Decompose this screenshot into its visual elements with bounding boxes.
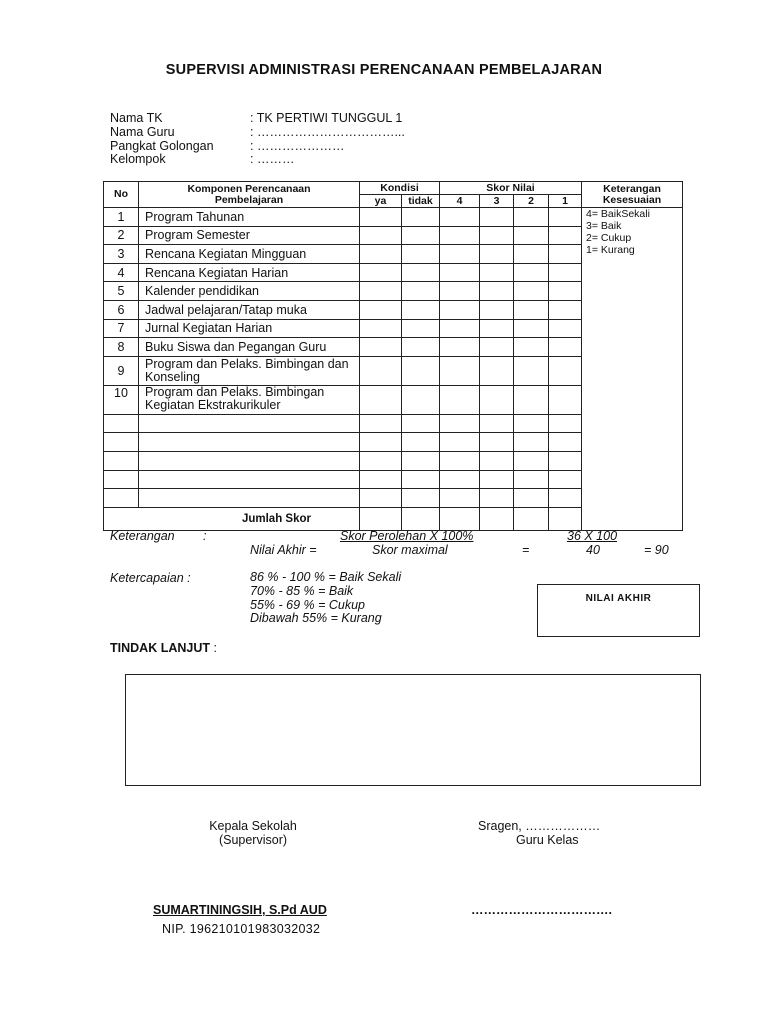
ketercapaian-list [250, 571, 401, 626]
formula-equals: = [522, 543, 530, 557]
cell-score-2[interactable] [514, 263, 549, 282]
header-no: No [104, 182, 139, 208]
row-number: 8 [104, 338, 139, 357]
header-skor-nilai: Skor Nilai [440, 182, 582, 195]
tindak-lanjut-heading [110, 641, 217, 655]
cell-tidak[interactable] [402, 208, 440, 227]
identity-value: : TK PERTIWI TUNGGUL 1 [250, 111, 403, 125]
cell-score-3[interactable] [480, 300, 514, 319]
keterangan-colon: : [203, 529, 207, 543]
identity-value: : ……… [250, 152, 295, 167]
header-kondisi: Kondisi [360, 182, 440, 195]
kepala-sekolah-name: SUMARTININGSIH, S.Pd AUD [153, 903, 327, 917]
identity-label: Nama Guru [110, 124, 175, 139]
cell-score-2[interactable] [514, 385, 549, 414]
cell-score-3[interactable] [480, 208, 514, 227]
cell-ya[interactable] [360, 263, 402, 282]
cell-score-2[interactable] [514, 282, 549, 301]
identity-label: Pangkat Golongan [110, 138, 214, 153]
cell-score-1[interactable] [549, 263, 582, 282]
cell-score-2[interactable] [514, 507, 549, 530]
cell-score-3[interactable] [480, 245, 514, 264]
cell-score-4[interactable] [440, 300, 480, 319]
example-numerator: 36 X 100 [567, 529, 618, 543]
cell-score-2[interactable] [514, 319, 549, 338]
cell-ya[interactable] [360, 208, 402, 227]
ketercapaian-item: 86 % - 100 % = Baik Sekali [250, 570, 402, 584]
cell-tidak[interactable] [402, 338, 440, 357]
cell-score-1[interactable] [549, 300, 582, 319]
cell-score-4[interactable] [440, 282, 480, 301]
header-ya: ya [360, 195, 402, 208]
header-score-2: 2 [514, 195, 549, 208]
row-number: 2 [104, 226, 139, 245]
cell-ya[interactable] [360, 385, 402, 414]
row-item: Rencana Kegiatan Mingguan [139, 245, 360, 264]
row-number: 10 [104, 385, 139, 414]
cell-ya[interactable] [360, 338, 402, 357]
row-item: Program Tahunan [139, 208, 360, 227]
cell-score-3[interactable] [480, 319, 514, 338]
nilai-akhir-label: Nilai Akhir = [250, 543, 317, 557]
document-title: SUPERVISI ADMINISTRASI PERENCANAAN PEMBELAJARAN [165, 62, 603, 78]
cell-score-4[interactable] [440, 338, 480, 357]
cell-tidak[interactable] [402, 226, 440, 245]
example-denominator: 40 [586, 543, 600, 557]
identity-row-nama-guru [110, 126, 405, 140]
kepala-sekolah-title: Kepala Sekolah [209, 819, 297, 833]
cell-score-2[interactable] [514, 245, 549, 264]
nip: NIP. 196210101983032032 [162, 922, 321, 936]
cell-ya[interactable] [360, 507, 402, 530]
supervisor-subtitle: (Supervisor) [218, 833, 288, 847]
legend-item: 1= Kurang [586, 244, 635, 256]
header-score-3: 3 [480, 195, 514, 208]
identity-value: : ………………… [250, 138, 345, 153]
identity-label: Nama TK [110, 111, 163, 125]
table-row [104, 208, 683, 227]
header-komponen: Komponen Perencanaan Pembelajaran [139, 182, 360, 208]
cell-score-2[interactable] [514, 226, 549, 245]
cell-score-3[interactable] [480, 507, 514, 530]
row-item: Program Semester [139, 226, 360, 245]
ketercapaian-item: 70% - 85 % = Baik [250, 583, 354, 598]
cell-tidak[interactable] [402, 300, 440, 319]
cell-score-4[interactable] [440, 507, 480, 530]
cell-score-1[interactable] [549, 282, 582, 301]
cell-ya[interactable] [360, 300, 402, 319]
header-keterangan: Keterangan Kesesuaian [582, 182, 683, 208]
tindak-lanjut-box[interactable] [125, 674, 701, 786]
cell-score-1[interactable] [549, 245, 582, 264]
cell-ya[interactable] [360, 319, 402, 338]
assessment-table [103, 181, 683, 531]
nilai-akhir-box-label: NILAI AKHIR [585, 593, 652, 604]
row-number: 1 [104, 208, 139, 227]
tindak-lanjut-label: TINDAK LANJUT [110, 641, 210, 655]
jumlah-skor-label: Jumlah Skor [104, 507, 360, 530]
cell-tidak[interactable] [402, 319, 440, 338]
header-tidak: tidak [402, 195, 440, 208]
signature-left [183, 819, 323, 847]
cell-score-2[interactable] [514, 300, 549, 319]
keterangan-label: Keterangan [110, 529, 175, 543]
identity-block [110, 112, 405, 167]
cell-score-3[interactable] [480, 282, 514, 301]
ketercapaian-item: Dibawah 55% = Kurang [250, 611, 382, 626]
cell-ya[interactable] [360, 282, 402, 301]
cell-score-1[interactable] [549, 356, 582, 385]
formula-numerator: Skor Perolehan X 100% [340, 529, 474, 543]
cell-tidak[interactable] [402, 263, 440, 282]
cell-score-3[interactable] [480, 338, 514, 357]
cell-score-1[interactable] [549, 226, 582, 245]
cell-score-1[interactable] [549, 319, 582, 338]
cell-ya[interactable] [360, 226, 402, 245]
legend-item: 3= Baik [586, 220, 622, 232]
tindak-lanjut-colon: : [213, 641, 217, 655]
cell-tidak[interactable] [402, 282, 440, 301]
identity-value: : ……………………………... [250, 124, 405, 139]
ketercapaian-label: Ketercapaian : [110, 571, 191, 585]
row-item: Program dan Pelaks. Bimbingan Kegiatan Ekstrakurikuler [139, 385, 360, 414]
identity-label: Kelompok [110, 152, 166, 167]
cell-score-3[interactable] [480, 263, 514, 282]
cell-score-1[interactable] [549, 385, 582, 414]
cell-score-4[interactable] [440, 245, 480, 264]
cell-score-4[interactable] [440, 208, 480, 227]
guru-kelas-name: ……………………………. [471, 903, 612, 917]
cell-tidak[interactable] [402, 385, 440, 414]
keterangan-legend-cell [582, 208, 683, 531]
ketercapaian-item: 55% - 69 % = Cukup [250, 597, 365, 612]
row-number: 7 [104, 319, 139, 338]
cell-score-2[interactable] [514, 338, 549, 357]
cell-score-2[interactable] [514, 356, 549, 385]
cell-ya[interactable] [360, 356, 402, 385]
cell-tidak[interactable] [402, 356, 440, 385]
row-number: 3 [104, 245, 139, 264]
legend-item: 4= BaikSekali [586, 208, 650, 220]
cell-score-4[interactable] [440, 263, 480, 282]
identity-row-pangkat [110, 140, 405, 154]
cell-score-1[interactable] [549, 208, 582, 227]
header-score-4: 4 [440, 195, 480, 208]
nilai-akhir-box[interactable] [537, 584, 700, 637]
guru-kelas-title: Guru Kelas [516, 833, 579, 847]
header-score-1: 1 [549, 195, 582, 208]
cell-ya[interactable] [360, 245, 402, 264]
row-item: Jadwal pelajaran/Tatap muka [139, 300, 360, 319]
cell-score-1[interactable] [549, 338, 582, 357]
row-item: Rencana Kegiatan Harian [139, 263, 360, 282]
table-header-row [104, 182, 683, 195]
cell-tidak[interactable] [402, 245, 440, 264]
row-number: 5 [104, 282, 139, 301]
identity-row-kelompok [110, 153, 405, 167]
row-item: Buku Siswa dan Pegangan Guru [139, 338, 360, 357]
cell-score-4[interactable] [440, 356, 480, 385]
sragen-date: Sragen, ……………… [478, 819, 601, 833]
cell-score-4[interactable] [440, 226, 480, 245]
cell-score-2[interactable] [514, 208, 549, 227]
example-result: = 90 [644, 543, 669, 557]
legend-item: 2= Cukup [586, 232, 632, 244]
row-number: 6 [104, 300, 139, 319]
formula-denominator: Skor maximal [372, 543, 448, 557]
row-number: 9 [104, 356, 139, 385]
identity-row-nama-tk [110, 112, 405, 126]
cell-score-3[interactable] [480, 356, 514, 385]
row-number: 4 [104, 263, 139, 282]
cell-score-4[interactable] [440, 319, 480, 338]
cell-score-1[interactable] [549, 507, 582, 530]
row-item: Jurnal Kegiatan Harian [139, 319, 360, 338]
cell-score-4[interactable] [440, 385, 480, 414]
row-item: Program dan Pelaks. Bimbingan dan Konseling [139, 356, 360, 385]
row-item: Kalender pendidikan [139, 282, 360, 301]
cell-tidak[interactable] [402, 507, 440, 530]
cell-score-3[interactable] [480, 385, 514, 414]
cell-score-3[interactable] [480, 226, 514, 245]
